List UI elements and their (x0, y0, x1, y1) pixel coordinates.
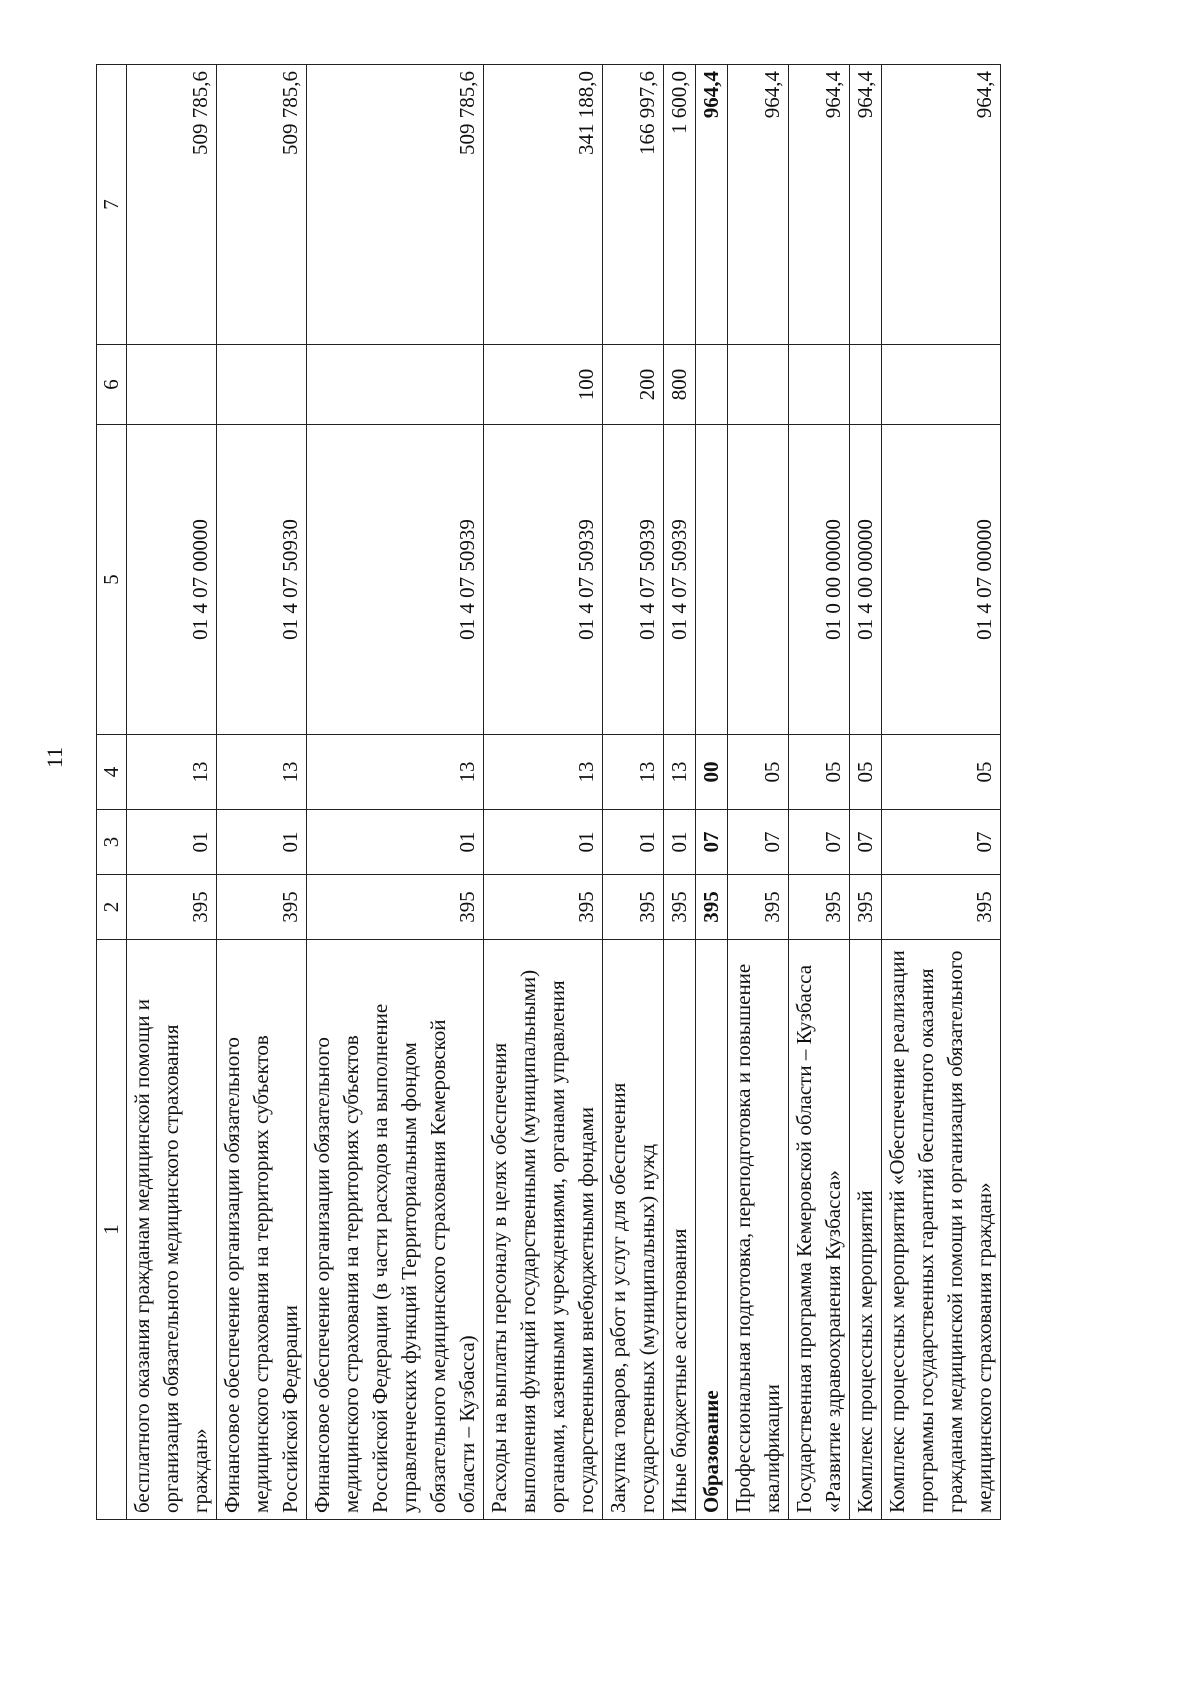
row-code-expense-type: 200 (603, 345, 664, 425)
row-code-ministry: 395 (127, 875, 217, 940)
row-code-subsection: 00 (696, 735, 728, 810)
row-code-section: 07 (696, 810, 728, 875)
row-name-cell: Закупка товаров, работ и услуг для обеспечения государственных (муниципальных) нужд (603, 940, 664, 1520)
row-code-ministry: 395 (696, 875, 728, 940)
row-name-cell: Финансовое обеспечение организации обязательного медицинского страхования на территориях субъектов Российской Федерации (в части расходов на выполнение управленческих функций Территориальным фондом обязательного медицинского страхования Кемеровской области – Кузбасса) (307, 940, 484, 1520)
row-code-ministry: 395 (850, 875, 882, 940)
table-row (789, 65, 850, 1520)
row-name-cell: Финансовое обеспечение организации обязательного медицинского страхования на территориях субъектов Российской Федерации (217, 940, 307, 1520)
row-name-cell: Иные бюджетные ассигнования (664, 940, 696, 1520)
row-code-target (696, 425, 728, 735)
row-code-section: 07 (789, 810, 850, 875)
row-code-target: 01 4 07 50939 (484, 425, 603, 735)
header-col-3: 3 (97, 810, 127, 875)
row-amount: 964,4 (789, 65, 850, 345)
row-code-subsection: 13 (127, 735, 217, 810)
table-header-row (97, 65, 127, 1520)
row-code-target: 01 4 07 50939 (307, 425, 484, 735)
table-row (664, 65, 696, 1520)
row-code-section: 01 (484, 810, 603, 875)
row-code-subsection: 13 (664, 735, 696, 810)
header-col-6: 6 (97, 345, 127, 425)
row-code-target (728, 425, 789, 735)
header-col-2: 2 (97, 875, 127, 940)
row-amount: 964,4 (882, 65, 1001, 345)
row-code-ministry: 395 (664, 875, 696, 940)
row-code-target: 01 4 07 50939 (603, 425, 664, 735)
row-code-expense-type (850, 345, 882, 425)
row-code-subsection: 05 (882, 735, 1001, 810)
row-amount: 166 997,6 (603, 65, 664, 345)
row-amount: 509 785,6 (127, 65, 217, 345)
row-code-section: 07 (882, 810, 1001, 875)
row-amount: 964,4 (696, 65, 728, 345)
table-row (127, 65, 217, 1520)
header-col-5: 5 (97, 425, 127, 735)
row-code-ministry: 395 (217, 875, 307, 940)
row-code-ministry: 395 (728, 875, 789, 940)
row-code-expense-type (217, 345, 307, 425)
table-row (882, 65, 1001, 1520)
row-amount: 1 600,0 (664, 65, 696, 345)
row-amount: 509 785,6 (217, 65, 307, 345)
row-code-subsection: 13 (217, 735, 307, 810)
row-code-section: 07 (728, 810, 789, 875)
row-name-cell: Расходы на выплаты персоналу в целях обеспечения выполнения функций государственными (муниципальными) органами, казенными учреждениями, органами управления государственными внебюджетными фондами (484, 940, 603, 1520)
row-code-target: 01 4 07 50939 (664, 425, 696, 735)
row-code-subsection: 05 (728, 735, 789, 810)
row-code-expense-type (728, 345, 789, 425)
row-amount: 964,4 (850, 65, 882, 345)
row-code-subsection: 13 (307, 735, 484, 810)
row-code-section: 01 (307, 810, 484, 875)
row-name-cell: Комплекс процессных мероприятий «Обеспечение реализации программы государственных гарантий бесплатного оказания гражданам медицинской помощи и организация обязательного медицинского страхования граждан» (882, 940, 1001, 1520)
row-code-ministry: 395 (789, 875, 850, 940)
row-code-ministry: 395 (603, 875, 664, 940)
table-body (127, 65, 1001, 1520)
table-row (696, 65, 728, 1520)
row-code-expense-type (127, 345, 217, 425)
row-amount: 964,4 (728, 65, 789, 345)
row-code-ministry: 395 (882, 875, 1001, 940)
page-number: 11 (42, 746, 67, 768)
row-code-expense-type (882, 345, 1001, 425)
table-row (217, 65, 307, 1520)
row-code-ministry: 395 (484, 875, 603, 940)
table-row (728, 65, 789, 1520)
row-code-section: 01 (603, 810, 664, 875)
row-code-expense-type: 800 (664, 345, 696, 425)
header-col-1: 1 (97, 940, 127, 1520)
header-col-7: 7 (97, 65, 127, 345)
row-code-subsection: 13 (484, 735, 603, 810)
row-code-subsection: 05 (789, 735, 850, 810)
row-code-section: 07 (850, 810, 882, 875)
row-name-cell: Государственная программа Кемеровской области – Кузбасса «Развитие здравоохранения Кузбасса» (789, 940, 850, 1520)
row-name-cell: Профессиональная подготовка, переподготовка и повышение квалификации (728, 940, 789, 1520)
budget-table-container (96, 65, 1001, 1520)
row-code-expense-type (307, 345, 484, 425)
table-row (307, 65, 484, 1520)
row-name-cell: Образование (696, 940, 728, 1520)
row-name-cell: бесплатного оказания гражданам медицинской помощи и организация обязательного медицинского страхования граждан» (127, 940, 217, 1520)
row-amount: 509 785,6 (307, 65, 484, 345)
row-code-ministry: 395 (307, 875, 484, 940)
row-code-target: 01 4 07 00000 (882, 425, 1001, 735)
table-row (850, 65, 882, 1520)
row-code-target: 01 0 00 00000 (789, 425, 850, 735)
row-code-subsection: 13 (603, 735, 664, 810)
row-code-section: 01 (127, 810, 217, 875)
row-code-section: 01 (664, 810, 696, 875)
row-code-subsection: 05 (850, 735, 882, 810)
budget-table (96, 64, 1001, 1520)
row-name-cell: Комплекс процессных мероприятий (850, 940, 882, 1520)
table-row (603, 65, 664, 1520)
row-code-expense-type (696, 345, 728, 425)
header-col-4: 4 (97, 735, 127, 810)
row-code-target: 01 4 07 00000 (127, 425, 217, 735)
row-code-target: 01 4 07 50930 (217, 425, 307, 735)
row-code-target: 01 4 00 00000 (850, 425, 882, 735)
row-amount: 341 188,0 (484, 65, 603, 345)
row-code-expense-type (789, 345, 850, 425)
row-code-expense-type: 100 (484, 345, 603, 425)
table-row (484, 65, 603, 1520)
row-code-section: 01 (217, 810, 307, 875)
